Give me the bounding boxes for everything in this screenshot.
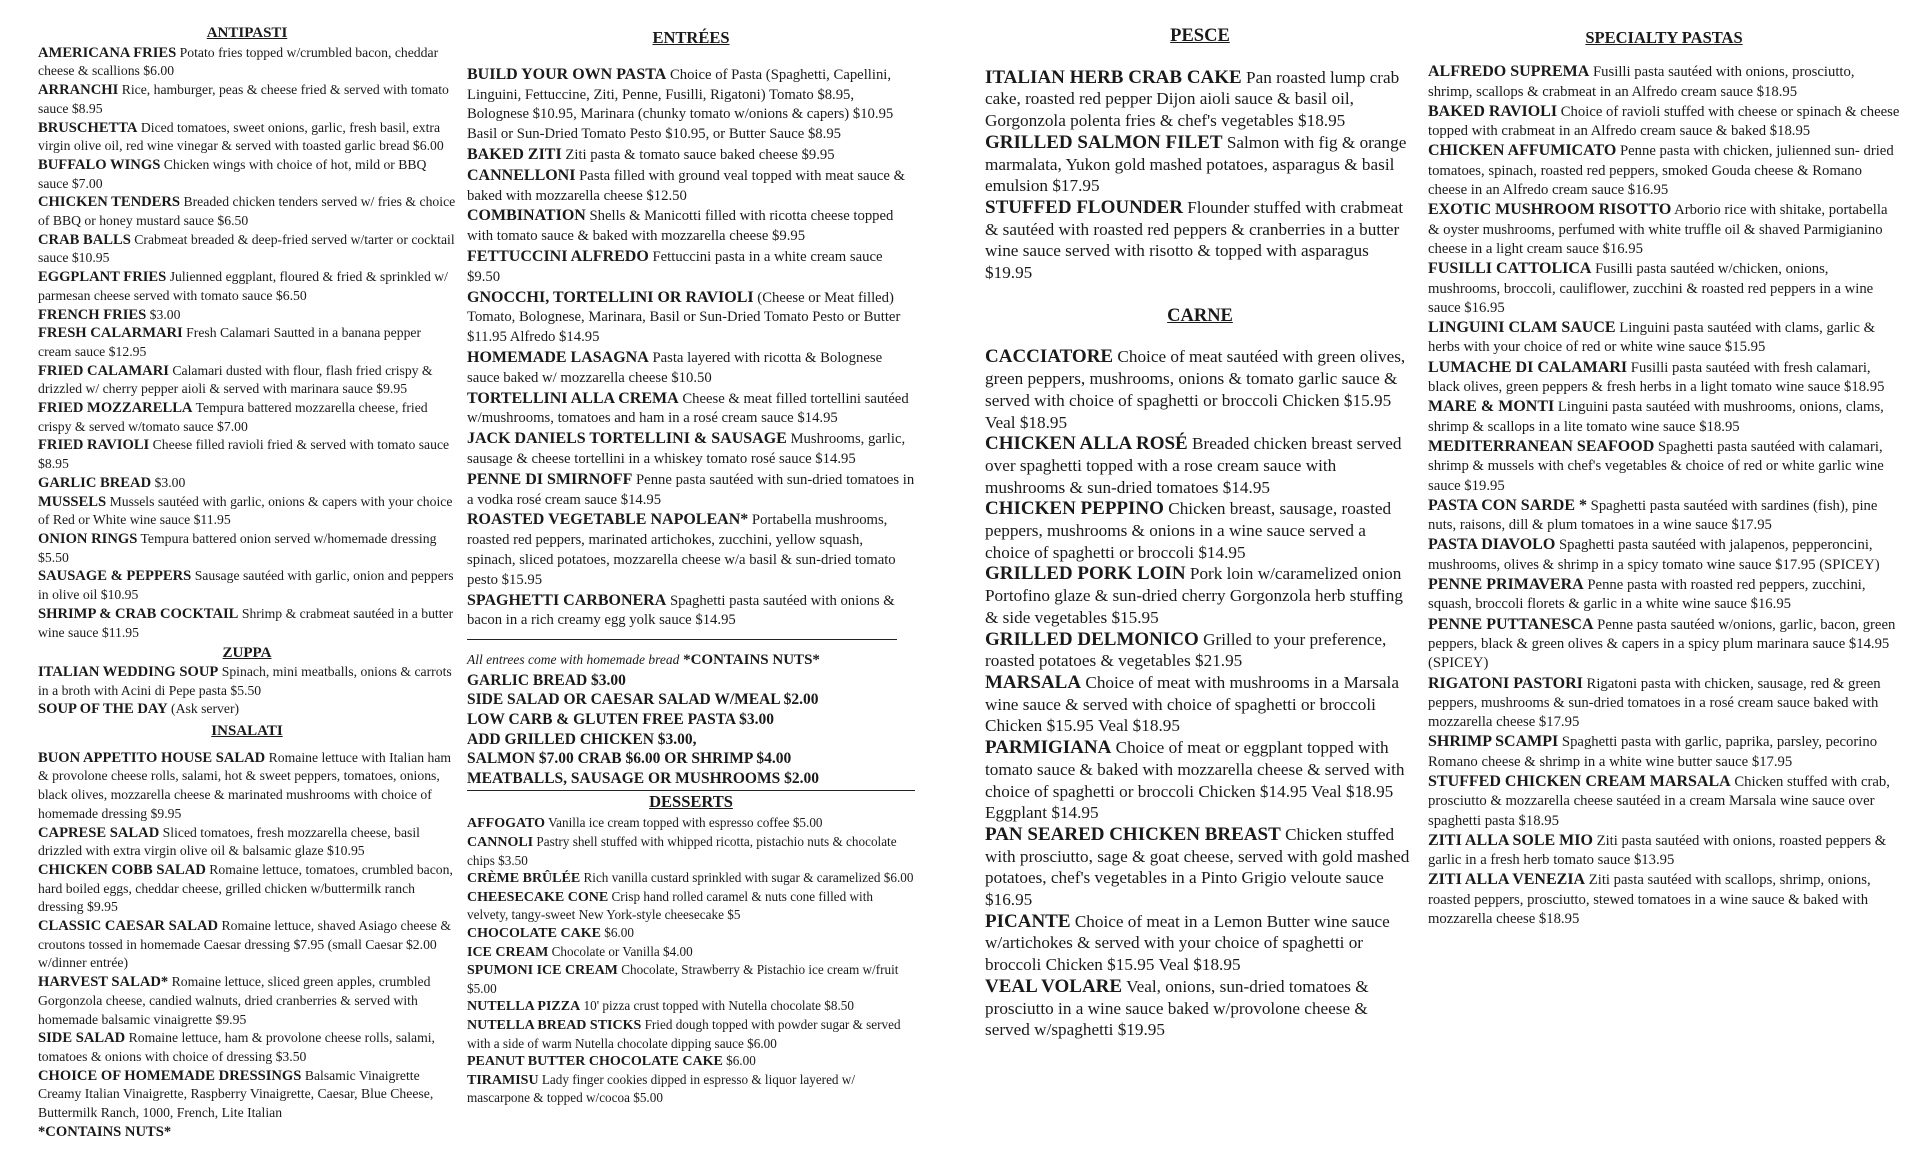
menu-item-description: Chocolate, Strawberry & Pistachio ice cream w/fruit $5.00 bbox=[467, 962, 899, 996]
menu-item bbox=[38, 436, 456, 473]
menu-item-description: Mussels sautéed with garlic, onions & capers with your choice of Red or White wine sauce $11.95 bbox=[38, 493, 453, 528]
menu-item-name: EXOTIC MUSHROOM RISOTTO bbox=[1428, 201, 1672, 219]
menu-item-name: PICANTE bbox=[985, 910, 1071, 932]
menu-item bbox=[38, 156, 456, 193]
menu-item-description: Crabmeat breaded & deep-fried served w/tarter or cocktail sauce $10.95 bbox=[38, 231, 455, 266]
menu-item-name: ZITI ALLA SOLE MIO bbox=[1428, 831, 1593, 849]
menu-item-name: ROASTED VEGETABLE NAPOLEAN* bbox=[467, 511, 749, 529]
menu-item-name: ITALIAN WEDDING SOUP bbox=[38, 663, 219, 680]
menu-item-description: Shrimp & crabmeat sautéed in a butter wine sauce $11.95 bbox=[38, 605, 454, 640]
menu-item bbox=[1428, 318, 1900, 358]
column-1 bbox=[38, 0, 456, 1141]
menu-item-name: CAPRESE SALAD bbox=[38, 824, 160, 841]
menu-item bbox=[1428, 259, 1900, 318]
menu-item-name: LUMACHE DI CALAMARI bbox=[1428, 358, 1628, 376]
menu-item-description: $3.00 bbox=[154, 474, 186, 490]
menu-item-name: GARLIC BREAD bbox=[38, 474, 152, 491]
desserts-heading: DESSERTS bbox=[649, 791, 733, 811]
menu-item-description: Potato fries topped w/crumbled bacon, cheddar cheese & scallions $6.00 bbox=[38, 44, 439, 79]
menu-item-description: Spinach, mini meatballs, onions & carrots in a broth with Acini di Pepe pasta $5.50 bbox=[38, 663, 452, 698]
menu-item-description: Sausage sautéed with garlic, onion and peppers in olive oil $10.95 bbox=[38, 568, 454, 603]
menu-item-name: MEDITERRANEAN SEAFOOD bbox=[1428, 437, 1655, 455]
menu-item-name: FRIED RAVIOLI bbox=[38, 437, 150, 454]
menu-item bbox=[1428, 535, 1900, 575]
menu-item bbox=[985, 346, 1415, 433]
menu-item-name: HOMEMADE LASAGNA bbox=[467, 348, 649, 366]
menu-item-description: Choice of Pasta (Spaghetti, Capellini, Linguini, Fettuccine, Ziti, Penne, Fusilli, Rigatoni) Tomato $8.95, Bolognese $10.95, Marinara (chunky tomato w/onions & capers) $10.95 Basil or Sun-Dried Tomato Pesto $10.95, or Butter Sauce $8.95 bbox=[467, 66, 894, 143]
addon-line: SALMON $7.00 CRAB $6.00 OR SHRIMP $4.00 bbox=[467, 750, 792, 768]
menu-item bbox=[467, 1071, 915, 1107]
menu-item-description: Ziti pasta sautéed with scallops, shrimp, onions, roasted peppers, prosciutto, stewed tomatoes in a wine sauce & baked with mozzarella cheese $18.95 bbox=[1428, 872, 1871, 928]
menu-item-name: CANNELLONI bbox=[467, 166, 576, 184]
menu-item bbox=[1428, 102, 1900, 142]
menu-item-name: CRÈME BRÛLÉE bbox=[467, 871, 581, 887]
menu-item bbox=[1428, 615, 1900, 674]
menu-item-description: Ziti pasta & tomato sauce baked cheese $9.95 bbox=[565, 146, 835, 163]
menu-item bbox=[1428, 200, 1900, 259]
menu-item-name: ICE CREAM bbox=[467, 944, 549, 960]
menu-item-name: PENNE PRIMAVERA bbox=[1428, 576, 1584, 594]
menu-item bbox=[985, 197, 1415, 284]
menu-item-description: Romaine lettuce, sliced green apples, crumbled Gorgonzola cheese, candied walnuts, dried cranberries & served with homemade balsamic vinaigrette $9.95 bbox=[38, 974, 431, 1027]
menu-item bbox=[38, 530, 456, 567]
menu-item-description: Penne pasta sautéed with sun-dried tomatoes in a vodka rosé cream sauce $14.95 bbox=[467, 471, 915, 508]
menu-item-name: STUFFED CHICKEN CREAM MARSALA bbox=[1428, 772, 1731, 790]
menu-item bbox=[1428, 674, 1900, 733]
menu-item-description: Breaded chicken breast served over spaghetti topped with a rose cream sauce with mushrooms & sun-dried tomatoes $14.95 bbox=[985, 434, 1402, 497]
menu-item bbox=[467, 247, 915, 288]
menu-item-description: Calamari dusted with flour, flash fried crispy & drizzled w/ cherry pepper aioli & served with marinara sauce $9.95 bbox=[38, 362, 433, 397]
menu-item bbox=[38, 700, 456, 719]
entrees-heading: ENTRÉES bbox=[652, 28, 730, 47]
menu-item-name: MARE & MONTI bbox=[1428, 398, 1555, 416]
menu-item-name: FRIED CALAMARI bbox=[38, 362, 169, 379]
menu-item-description: Tempura battered onion served w/homemade dressing $5.50 bbox=[38, 530, 437, 565]
menu-item-name: RIGATONI PASTORI bbox=[1428, 674, 1583, 692]
menu-item-name: SAUSAGE & PEPPERS bbox=[38, 568, 192, 585]
menu-item-description: Fried dough topped with powder sugar & served with a side of warm Nutella chocolate dipping sauce $6.00 bbox=[467, 1016, 901, 1051]
menu-item-description: Spaghetti pasta sautéed with jalapenos, pepperoncini, mushrooms, olives & shrimp in a spicy tomato wine sauce $17.95 (SPICEY) bbox=[1428, 537, 1880, 573]
menu-item-description: Pastry shell stuffed with whipped ricotta, pistachio nuts & chocolate chips $3.50 bbox=[467, 834, 897, 868]
menu-item-name: FRIED MOZZARELLA bbox=[38, 400, 193, 417]
menu-item-name: VEAL VOLARE bbox=[985, 975, 1123, 997]
menu-item bbox=[38, 1029, 456, 1066]
desserts-section bbox=[467, 793, 915, 1107]
menu-item bbox=[467, 888, 915, 924]
menu-item-name: GNOCCHI, TORTELLINI OR RAVIOLI bbox=[467, 288, 754, 306]
column-4 bbox=[1428, 0, 1900, 929]
menu-item-name: SHRIMP & CRAB COCKTAIL bbox=[38, 605, 239, 622]
menu-item-description: Chicken breast, sausage, roasted peppers, mushrooms & onions in a wine sauce served a choice of spaghetti or broccoli $14.95 bbox=[985, 499, 1392, 562]
menu-item-name: ONION RINGS bbox=[38, 530, 138, 547]
menu-item bbox=[38, 493, 456, 530]
menu-item bbox=[985, 132, 1415, 197]
menu-item bbox=[467, 166, 915, 207]
menu-item-name: BRUSCHETTA bbox=[38, 119, 138, 136]
menu-item-name: CACCIATORE bbox=[985, 346, 1114, 368]
menu-item-description: Chocolate or Vanilla $4.00 bbox=[551, 943, 693, 959]
menu-item-description: Fusilli pasta sautéed with onions, prosciutto, shrimp, scallops & crabmeat in an Alfredo cream sauce $18.95 bbox=[1428, 64, 1855, 100]
addon-line: LOW CARB & GLUTEN FREE PASTA $3.00 bbox=[467, 711, 775, 729]
menu-item-description: Tempura battered mozzarella cheese, fried crispy & served w/tomato sauce $7.00 bbox=[38, 400, 428, 434]
menu-item-description: Linguini pasta sautéed with clams, garlic & herbs with your choice of red or white wine sauce $15.95 bbox=[1428, 320, 1875, 356]
menu-item-description: Fusilli pasta sautéed with fresh calamari, black olives, green peppers & fresh herbs in a light tomato wine sauce $18.95 bbox=[1428, 359, 1885, 396]
entrees-list bbox=[467, 65, 915, 631]
menu-item-description: Lady finger cookies dipped in espresso & liquor layered w/ mascarpone & topped w/cocoa $5.00 bbox=[467, 1071, 855, 1106]
menu-item-description: Romaine lettuce with Italian ham & provolone cheese rolls, salami, hot & sweet peppers, tomatoes, onions, black olives, mozzarella cheese & marinated mushrooms with choice of homemade dressing $9.95 bbox=[38, 749, 452, 821]
menu-item bbox=[38, 917, 456, 973]
menu-item bbox=[467, 389, 915, 430]
menu-item bbox=[985, 824, 1415, 911]
menu-item bbox=[467, 833, 915, 869]
menu-item-name: CRAB BALLS bbox=[38, 231, 131, 248]
menu-item-description: Spaghetti pasta with garlic, paprika, parsley, pecorino Romano cheese & shrimp in a white wine butter sauce $17.95 bbox=[1428, 734, 1878, 770]
menu-item-description: Chicken stuffed with crab, prosciutto & mozzarella cheese sautéed in a cream Marsala wine sauce over spaghetti pasta $18.95 bbox=[1428, 773, 1890, 829]
menu-item bbox=[467, 997, 915, 1016]
menu-item-name: TIRAMISU bbox=[467, 1072, 539, 1088]
menu-item bbox=[1428, 358, 1900, 398]
menu-item-name: GRILLED SALMON FILET bbox=[985, 131, 1223, 153]
menu-item-description: Romaine lettuce, tomatoes, crumbled bacon, hard boiled eggs, cheddar cheese, grilled chicken w/buttermilk ranch dressing $9.95 bbox=[38, 861, 453, 915]
entrees-note bbox=[467, 650, 915, 671]
divider bbox=[467, 639, 897, 640]
menu-item bbox=[985, 433, 1415, 498]
menu-item bbox=[38, 861, 456, 917]
menu-item bbox=[38, 1123, 456, 1142]
menu-item-name: TORTELLINI ALLA CREMA bbox=[467, 389, 679, 407]
menu-item bbox=[38, 362, 456, 399]
menu-item-name: CANNOLI bbox=[467, 835, 534, 851]
menu-item bbox=[467, 288, 915, 348]
menu-item bbox=[38, 399, 456, 436]
menu-item-name: AFFOGATO bbox=[467, 816, 546, 832]
carne-list bbox=[985, 346, 1415, 1041]
menu-item-name: SIDE SALAD bbox=[38, 1030, 126, 1047]
menu-item bbox=[985, 563, 1415, 628]
menu-item bbox=[467, 943, 915, 962]
menu-item bbox=[985, 737, 1415, 824]
menu-item bbox=[985, 629, 1415, 672]
menu-item-name: HARVEST SALAD* bbox=[38, 974, 169, 991]
menu-item bbox=[467, 510, 915, 590]
menu-item-description: Julienned eggplant, floured & fried & sprinkled w/ parmesan cheese served with tomato sauce $6.50 bbox=[38, 269, 448, 303]
menu-item-name: CHICKEN AFFUMICATO bbox=[1428, 142, 1617, 160]
menu-item-name: SPUMONI ICE CREAM bbox=[467, 963, 618, 979]
menu-item-description: Balsamic Vinaigrette Creamy Italian Vinaigrette, Raspberry Vinaigrette, Caesar, Blue Cheese, Buttermilk Ranch, 1000, French, Lite Italian bbox=[38, 1067, 434, 1121]
menu-item-name: PAN SEARED CHICKEN BREAST bbox=[985, 823, 1281, 845]
menu-item-description: Romaine lettuce, shaved Asiago cheese & croutons tossed in homemade Caesar dressing $7.95 (small Caesar $2.00 w/dinner entrée) bbox=[38, 918, 452, 971]
menu-item-name: FUSILLI CATTOLICA bbox=[1428, 260, 1592, 278]
menu-item bbox=[38, 749, 456, 824]
menu-item-description: Chicken stuffed with prosciutto, sage & goat cheese, served with gold mashed potatoes, chef's vegetables in a Pinto Grigio veloute sauce $16.95 bbox=[985, 824, 1410, 910]
menu-item bbox=[1428, 831, 1900, 871]
menu-item-name: ALFREDO SUPREMA bbox=[1428, 63, 1590, 81]
menu-item bbox=[985, 672, 1415, 737]
menu-item-name: PENNE DI SMIRNOFF bbox=[467, 470, 633, 488]
menu-item-name: MARSALA bbox=[985, 671, 1082, 693]
menu-item-description: Choice of meat sautéed with green olives, green peppers, mushrooms, onions & tomato garlic sauce & served with choice of spaghetti or broccoli Chicken $15.95 Veal $18.95 bbox=[985, 347, 1406, 432]
menu-item-description: Grilled to your preference, roasted potatoes & vegetables $21.95 bbox=[985, 629, 1387, 671]
menu-item-description: Fresh Calamari Sautted in a banana pepper cream sauce $12.95 bbox=[38, 325, 422, 359]
menu-item bbox=[1428, 496, 1900, 536]
menu-item-name: PASTA DIAVOLO bbox=[1428, 536, 1556, 554]
menu-item-name: COMBINATION bbox=[467, 207, 586, 225]
menu-item-name: *CONTAINS NUTS* bbox=[38, 1123, 172, 1140]
menu-item-description: Fusilli pasta sautéed w/chicken, onions, mushrooms, broccoli, cauliflower, zucchini & roasted red peppers in a wine sauce $16.95 bbox=[1428, 261, 1874, 316]
menu-item-description: Rigatoni pasta with chicken, sausage, red & green peppers, mushrooms & sun-dried tomatoes in a rosé cream sauce baked with mozzarella cheese $17.95 bbox=[1428, 675, 1881, 731]
addon-line: ADD GRILLED CHICKEN $3.00, bbox=[467, 730, 697, 748]
specialty-pastas-list bbox=[1428, 62, 1900, 929]
menu-item bbox=[467, 924, 915, 943]
menu-item-description: $6.00 bbox=[604, 924, 634, 940]
menu-item bbox=[467, 869, 915, 888]
menu-item bbox=[985, 911, 1415, 976]
menu-item bbox=[1428, 437, 1900, 496]
menu-item-description: Spaghetti pasta sautéed with sardines (fish), pine nuts, raisons, dill & plum tomatoes in a wine sauce $17.95 bbox=[1428, 497, 1878, 534]
menu-item-name: AMERICANA FRIES bbox=[38, 44, 177, 61]
menu-item-description: Pork loin w/caramelized onion Portofino glaze & sun-dried cherry Gorgonzola herb stuffing & side vegetables $15.95 bbox=[985, 564, 1403, 627]
pesce-list bbox=[985, 67, 1415, 284]
menu-item bbox=[38, 567, 456, 604]
menu-item-name: CHEESECAKE CONE bbox=[467, 889, 609, 905]
menu-item-name: BUFFALO WINGS bbox=[38, 156, 161, 173]
menu-item-description: (Ask server) bbox=[171, 701, 240, 717]
menu-item-description: Salmon with fig & orange marmalata, Yukon gold mashed potatoes, asparagus & basil emulsion $17.95 bbox=[985, 132, 1407, 196]
menu-item bbox=[985, 976, 1415, 1041]
menu-item-description: Chicken wings with choice of hot, mild or BBQ sauce $7.00 bbox=[38, 156, 427, 191]
menu-item-name: CHICKEN PEPPINO bbox=[985, 498, 1164, 520]
menu-item-description: Romaine lettuce, ham & provolone cheese rolls, salami, tomatoes & onions with choice of dressing $3.50 bbox=[38, 1030, 435, 1064]
menu-item-description: (Cheese or Meat filled) Tomato, Bolognese, Marinara, Basil or Sun-Dried Tomato Pesto or Butter $11.95 Alfredo $14.95 bbox=[467, 289, 901, 346]
entrees-note-italic: All entrees come with homemade bread bbox=[467, 652, 680, 668]
menu-item-name: CHICKEN COBB SALAD bbox=[38, 861, 206, 878]
menu-item-description: Ziti pasta sautéed with onions, roasted peppers & garlic in a fresh herb tomato sauce $13.95 bbox=[1428, 832, 1887, 869]
menu-item-description: Penne pasta sautéed w/onions, garlic, bacon, green peppers, black & green olives & capers in a spicy plum marinara sauce $14.95 (SPICEY) bbox=[1428, 616, 1896, 672]
menu-item-description: $6.00 bbox=[726, 1053, 756, 1069]
menu-item bbox=[38, 306, 456, 325]
pesce-heading: PESCE bbox=[1170, 26, 1230, 46]
menu-item-description: Choice of meat or eggplant topped with tomato sauce & baked with mozzarella cheese & served with choice of spaghetti or broccoli Chicken $14.95 Veal $18.95 Eggplant $14.95 bbox=[985, 738, 1405, 823]
menu-item-name: LINGUINI CLAM SAUCE bbox=[1428, 319, 1616, 337]
menu-item-name: GRILLED DELMONICO bbox=[985, 628, 1199, 650]
menu-item-description: 10' pizza crust topped with Nutella chocolate $8.50 bbox=[583, 998, 854, 1014]
menu-item-description: Mushrooms, garlic, sausage & cheese tortellini in a whiskey tomato rosé sauce $14.95 bbox=[467, 431, 906, 467]
menu-item bbox=[38, 193, 456, 230]
menu-item bbox=[1428, 141, 1900, 200]
menu-item-description: Rice, hamburger, peas & cheese fried & served with tomato sauce $8.95 bbox=[38, 82, 449, 116]
column-3 bbox=[985, 0, 1415, 1041]
menu-item-description: Penne pasta with chicken, julienned sun- dried tomatoes, spinach, roasted red peppers, smoked Gouda cheese & Romano cheese in an Alfredo cream sauce $16.95 bbox=[1428, 143, 1894, 199]
menu-item-description: Breaded chicken tenders served w/ fries & choice of BBQ or honey mustard sauce $6.50 bbox=[38, 194, 456, 229]
menu-item bbox=[38, 81, 456, 118]
menu-item-name: GRILLED PORK LOIN bbox=[985, 563, 1186, 585]
menu-item bbox=[1428, 870, 1900, 929]
zuppa-list bbox=[38, 663, 456, 719]
menu-item-description: Fettuccini pasta in a white cream sauce $9.50 bbox=[467, 248, 883, 285]
menu-item-name: CHICKEN ALLA ROSÉ bbox=[985, 433, 1188, 455]
addon-line: MEATBALLS, SAUSAGE OR MUSHROOMS $2.00 bbox=[467, 770, 819, 788]
addon-line: SIDE SALAD OR CAESAR SALAD W/MEAL $2.00 bbox=[467, 691, 819, 709]
menu-item bbox=[38, 605, 456, 642]
menu-item-name: BUON APPETITO HOUSE SALAD bbox=[38, 749, 266, 766]
entrees-note-bold: *CONTAINS NUTS* bbox=[679, 652, 820, 669]
specialty-pastas-heading: SPECIALTY PASTAS bbox=[1585, 28, 1743, 47]
antipasti-heading: ANTIPASTI bbox=[206, 25, 288, 41]
menu-item bbox=[38, 973, 456, 1029]
menu-item-description: Penne pasta with roasted red peppers, zucchini, squash, broccoli florets & garlic in a white wine sauce $16.95 bbox=[1428, 577, 1866, 613]
menu-item-description: Portabella mushrooms, roasted red peppers, marinated artichokes, zucchini, yellow squash, spinach, sliced potatoes, mozzarella cheese w/a basil & sun-dried tomato pesto $15.95 bbox=[467, 512, 896, 588]
insalati-heading: INSALATI bbox=[211, 723, 283, 740]
menu-item-name: FRESH CALARMARI bbox=[38, 325, 183, 342]
menu-item bbox=[985, 67, 1415, 132]
menu-item-name: PARMIGIANA bbox=[985, 737, 1112, 759]
menu-item bbox=[38, 44, 456, 81]
menu-item bbox=[38, 119, 456, 156]
menu-item-name: PASTA CON SARDE * bbox=[1428, 496, 1587, 514]
menu-item bbox=[38, 1067, 456, 1123]
menu-item bbox=[1428, 772, 1900, 831]
menu-item-name: FRENCH FRIES bbox=[38, 306, 147, 323]
menu-item-name: ARRANCHI bbox=[38, 82, 119, 99]
menu-item-name: FETTUCCINI ALFREDO bbox=[467, 247, 649, 265]
menu-item-name: CHOCOLATE CAKE bbox=[467, 925, 601, 941]
menu-item-description: Spaghetti pasta sautéed with onions & bacon in a rich creamy egg yolk sauce $14.95 bbox=[467, 592, 895, 629]
menu-item-description: Crisp hand rolled caramel & nuts cone filled with velvety, tangy-sweet New York-style cheesecake $5 bbox=[467, 888, 873, 923]
menu-item-name: EGGPLANT FRIES bbox=[38, 269, 167, 286]
addon-line: GARLIC BREAD $3.00 bbox=[467, 671, 626, 689]
menu-item-description: Choice of ravioli stuffed with cheese or spinach & cheese topped with crabmeat in an Alfredo cream sauce & baked $18.95 bbox=[1428, 103, 1900, 140]
menu-item bbox=[38, 268, 456, 305]
menu-item bbox=[467, 591, 915, 632]
menu-item-name: SOUP OF THE DAY bbox=[38, 701, 168, 718]
menu-item-description: Pan roasted lump crab cake, roasted red pepper Dijon aioli sauce & basil oil, Gorgonzola polenta fries & chef's vegetables $18.95 bbox=[985, 67, 1400, 131]
menu-item-name: BAKED ZITI bbox=[467, 145, 562, 163]
menu-item-name: SHRIMP SCAMPI bbox=[1428, 733, 1559, 751]
antipasti-list bbox=[38, 44, 456, 643]
menu-item-name: CHOICE OF HOMEMADE DRESSINGS bbox=[38, 1067, 302, 1084]
menu-item bbox=[985, 498, 1415, 563]
menu-item bbox=[467, 1016, 915, 1052]
menu-item-name: CLASSIC CAESAR SALAD bbox=[38, 918, 219, 935]
menu-item bbox=[38, 663, 456, 700]
menu-item bbox=[38, 474, 456, 493]
desserts-list bbox=[467, 814, 915, 1107]
menu-item-name: PENNE PUTTANESCA bbox=[1428, 615, 1594, 633]
menu-item bbox=[1428, 62, 1900, 102]
menu-item-name: PEANUT BUTTER CHOCOLATE CAKE bbox=[467, 1054, 723, 1070]
insalati-list bbox=[38, 749, 456, 1142]
menu-item-description: Spaghetti pasta sautéed with calamari, shrimp & mussels with chef's vegetables & choice of red or white garlic wine sauce $19.95 bbox=[1428, 438, 1884, 494]
zuppa-heading: ZUPPA bbox=[222, 645, 272, 662]
menu-item bbox=[38, 824, 456, 861]
menu-item bbox=[467, 348, 915, 389]
menu-item-description: Arborio rice with shitake, portabella & oyster mushrooms, perfumed with white truffle oil & shaved Parmigianino cheese in a light cream sauce $16.95 bbox=[1428, 202, 1888, 257]
menu-item-name: STUFFED FLOUNDER bbox=[985, 196, 1183, 218]
menu-item-name: BAKED RAVIOLI bbox=[1428, 102, 1558, 120]
menu-item-description: Diced tomatoes, sweet onions, garlic, fresh basil, extra virgin olive oil, red wine vinegar & served with toasted garlic bread $6.00 bbox=[38, 119, 444, 154]
menu-item-description: Cheese & meat filled tortellini sautéed w/mushrooms, tomatoes and ham in a rosé cream sauce $14.95 bbox=[467, 390, 909, 427]
menu-item bbox=[467, 65, 915, 145]
menu-item-description: Rich vanilla custard sprinkled with sugar & caramelized $6.00 bbox=[583, 870, 914, 886]
menu-item-name: JACK DANIELS TORTELLINI & SAUSAGE bbox=[467, 430, 787, 448]
menu-item-name: CHICKEN TENDERS bbox=[38, 194, 181, 211]
menu-item-name: BUILD YOUR OWN PASTA bbox=[467, 65, 667, 83]
menu-item-description: Veal, onions, sun-dried tomatoes & prosciutto in a wine sauce baked w/provolone cheese & served w/spaghetti $19.95 bbox=[985, 976, 1369, 1040]
column-2 bbox=[467, 0, 915, 1107]
menu-item-description: Cheese filled ravioli fried & served with tomato sauce $8.95 bbox=[38, 437, 450, 472]
carne-heading: CARNE bbox=[1167, 305, 1233, 326]
menu-item bbox=[467, 470, 915, 511]
menu-item-description: Shells & Manicotti filled with ricotta cheese topped with tomato sauce & baked with mozzarella cheese $9.95 bbox=[467, 208, 894, 245]
menu-item-name: NUTELLA PIZZA bbox=[467, 999, 581, 1015]
menu-item bbox=[1428, 732, 1900, 772]
menu-item bbox=[38, 231, 456, 268]
menu-item-description: Choice of meat in a Lemon Butter wine sauce w/artichokes & served with your choice of spaghetti or broccoli Chicken $15.95 Veal $18.95 bbox=[985, 911, 1390, 975]
menu-item bbox=[467, 206, 915, 247]
menu-item bbox=[467, 814, 915, 833]
divider bbox=[467, 790, 915, 791]
menu-item-name: MUSSELS bbox=[38, 493, 107, 510]
menu-item bbox=[1428, 397, 1900, 437]
menu-item-name: SPAGHETTI CARBONERA bbox=[467, 591, 667, 609]
menu-item-name: ZITI ALLA VENEZIA bbox=[1428, 871, 1586, 889]
menu-item-name: ITALIAN HERB CRAB CAKE bbox=[985, 66, 1242, 88]
menu-item-description: Vanilla ice cream topped with espresso coffee $5.00 bbox=[548, 815, 823, 831]
menu-item-name: NUTELLA BREAD STICKS bbox=[467, 1017, 642, 1033]
menu-item-description: Pasta filled with ground veal topped with meat sauce & baked with mozzarella cheese $12.50 bbox=[467, 167, 906, 204]
menu-item bbox=[467, 961, 915, 997]
menu-item-description: Pasta layered with ricotta & Bolognese sauce baked w/ mozzarella cheese $10.50 bbox=[467, 349, 883, 386]
menu-item-description: $3.00 bbox=[149, 306, 181, 322]
menu-item-description: Linguini pasta sautéed with mushrooms, onions, clams, shrimp & scallops in a lite tomato wine sauce $18.95 bbox=[1428, 399, 1884, 435]
menu-item-description: Choice of meat with mushrooms in a Marsala wine sauce & served with choice of spaghetti or broccoli Chicken $15.95 Veal $18.95 bbox=[985, 672, 1399, 736]
addons-list bbox=[467, 671, 915, 789]
menu-item bbox=[467, 1052, 915, 1071]
menu-item bbox=[38, 324, 456, 361]
menu-item bbox=[467, 145, 915, 166]
menu-item-description: Flounder stuffed with crabmeat & sautéed with roasted red peppers & cranberries in a butter wine sauce served with risotto & topped with asparagus $19.95 bbox=[985, 197, 1404, 283]
menu-item-description: Sliced tomatoes, fresh mozzarella cheese, basil drizzled with extra virgin olive oil & balsamic glaze $10.95 bbox=[38, 824, 420, 859]
menu-item bbox=[467, 429, 915, 470]
menu-item bbox=[1428, 575, 1900, 615]
